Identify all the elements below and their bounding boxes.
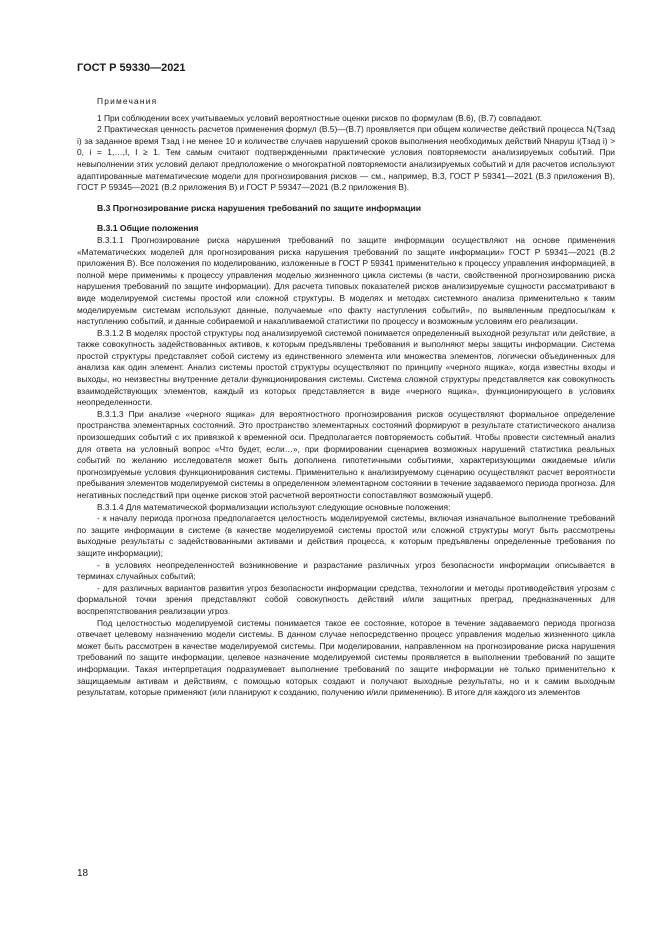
- paragraph-b314: В.3.1.4 Для математической формализации используют следующие основные положения:: [97, 501, 451, 512]
- note-1: 1 При соблюдении всех учитываемых условий вероятностные оценки рисков по формулам (В.6), (В.7) совпадают.: [97, 112, 543, 123]
- notes-title: Примечания: [97, 96, 158, 106]
- paragraph-b313: В.3.1.3 При анализе «черного ящика» для вероятностного прогнозирования рисков осуществляют формальное определение пространства элементарных состояний. Это пространство элементарных состояний формируют в результате статистического анализа произошедших событий с их привязкой к временной оси. Предполагается повторяемость событий. Чтобы провести системный анализ для ответа на условный вопрос «Что будет, если…», при формировании сценариев возможных нарушений статистика реальных событий по желанию исследователя может быть дополнена гипотетичными событиями, характеризующими ожидаемые и/или прогнозируемые условия функционирования системы. Применительно к анализируемому сценарию осуществляют расчет вероятности пребывания элементов моделируемой системы в определенном элементарном состоянии в течение задаваемого периода прогноза. Для негативных последствий при оценке рисков этой расчетной вероятности сопоставляют возможный ущерб.: [77, 408, 615, 500]
- document-body: [77, 90, 615, 699]
- paragraph-b312: В.3.1.2 В моделях простой структуры под анализируемой системой понимается определенный выходной результат или действие, а также совокупность задействованных активов, к которым предъявлены требования и выполняют меры защиты информации. Система простой структуры представляет собой систему из единственного элемента или множества элементов, логически объединенных для анализа как один элемент. Анализ системы простой структуры осуществляют по принципу «черного ящика», когда известны входы и выходы, но неизвестны внутренние детали функционирования системы. Система сложной структуры представляется как совокупность взаимодействующих элементов, каждый из которых представляется в виде «черного ящика», функционирующего в условиях неопределенности.: [77, 327, 615, 408]
- standard-header: ГОСТ Р 59330—2021: [77, 62, 186, 74]
- paragraph-b311: В.3.1.1 Прогнозирование риска нарушения требований по защите информации осуществляют на основе применения «Математических моделей для прогнозирования риска нарушения требований по защите информации» ГОСТ Р 59341—2021 (В.2 приложения В). Все положения по моделированию, изложенные в ГОСТ Р 59341 применительно к процессу управления информацией, в полной мере применимы к процессу управления моделью жизненного цикла системы (в части, свойственной прогнозированию риска нарушения требований по защите информации). Для расчета типовых показателей рисков анализируемые сущности рассматривают в виде моделируемой системы простой или сложной структуры. В моделях и методах системного анализа применительно к таким моделируемым системам используют данные, получаемые «по факту наступления событий», по выявленным предпосылкам к наступлению событий, и данные собираемой и накапливаемой статистики по процессу и возможным условиям его реализации.: [77, 234, 615, 327]
- subsection-title: В.3.1 Общие положения: [97, 223, 199, 234]
- bullet-3: - для различных вариантов развития угроз безопасности информации средства, технологии и методы противодействия угрозам с формальной точки зрения представляют собой совокупность действий и/или защитных преград, предназначенных для воспрепятствования реализации угроз.: [77, 582, 615, 616]
- note-2: 2 Практическая ценность расчетов применения формул (В.5)—(В.7) проявляется при общем количестве действий процесса Nᵢ(Tзад i) за заданное время Tзад i не менее 10 и количестве случаев нарушений сроков выполнения необходимых действий Nнаруш i(Tзад i) > 0, i = 1,…,I, I ≥ 1. Тем самым считают подтвержденными практические условия повторяемости анализируемых событий. При невыполнении этих условий делают предположение о многократной повторяемости анализируемых событий и для расчетов используют адаптированные математические модели для прогнозирования рисков — см., например, В.3, ГОСТ Р 59341—2021 (В.3 приложения В), ГОСТ Р 59345—2021 (В.2 приложения В) и ГОСТ Р 59347—2021 (В.2 приложения В).: [77, 124, 615, 193]
- page-number: 18: [77, 868, 89, 879]
- section-title: В.3 Прогнозирование риска нарушения требований по защите информации: [97, 202, 422, 213]
- paragraph-integrity: Под целостностью моделируемой системы понимается такое ее состояние, которое в течение задаваемого периода прогноза отвечает целевому назначению модели системы. В данном случае непосредственно процесс управления моделью жизненного цикла может быть рассмотрен в качестве моделируемой системы. При моделировании, направленном на прогнозирование риска нарушения требований по защите информации, целевое назначение моделируемой системы проявляется в выполнении требований по защите информации. Такая интерпретация подразумевает выполнение требований по защите информации не только применительно к защищаемым активам и действиям, с помощью которых создают и получают выходные результаты, но и к самим выходным результатам, которые применяют (или планируют к созданию, получению и/или применению). В итоге для каждого из элементов: [77, 617, 615, 698]
- bullet-1: - к началу периода прогноза предполагается целостность моделируемой системы, включая изначальное выполнение требований по защите информации в системе (в качестве моделируемой системы простой или сложной структуры могут быть рассмотрены выходные результаты с задействованными активами и действия процесса, к которым предъявлены определенные требования по защите информации);: [77, 513, 615, 558]
- bullet-2: - в условиях неопределенностей возникновение и разрастание различных угроз безопасности информации описывается в терминах случайных событий;: [77, 559, 615, 582]
